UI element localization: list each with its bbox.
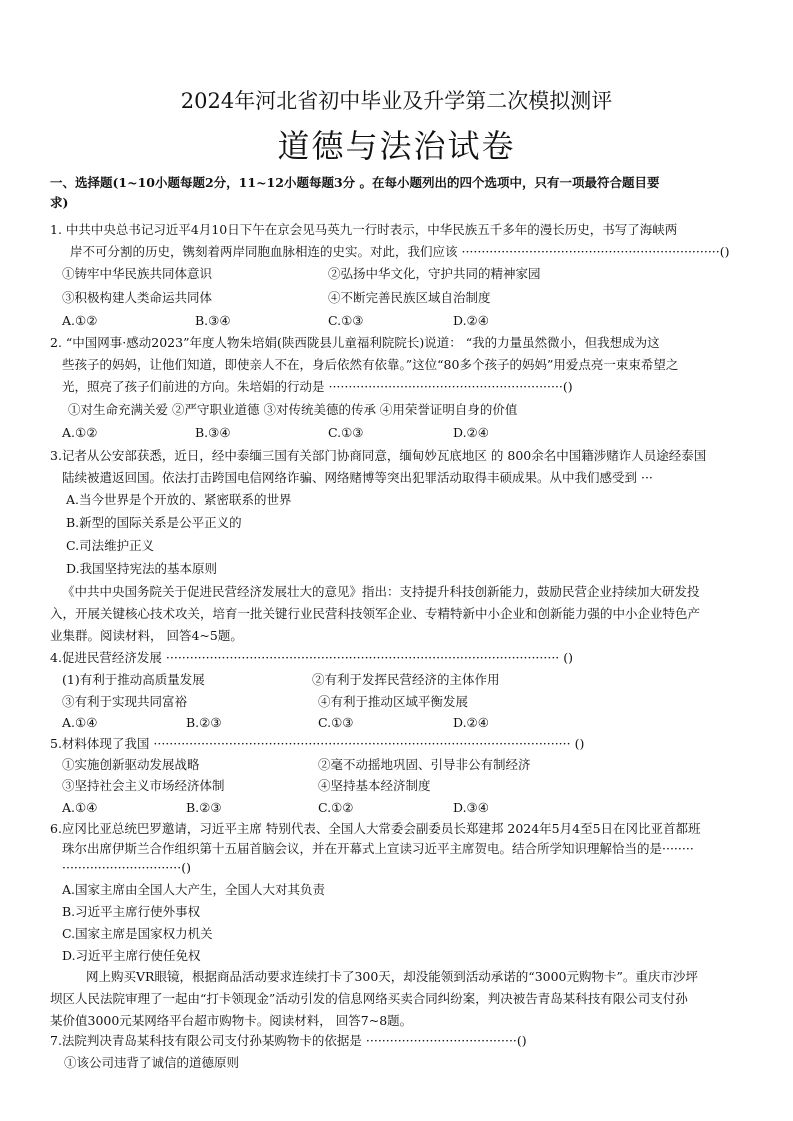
q4-statement-1: (1)有利于推动高质量发展 xyxy=(62,672,205,687)
q2-stem-cont: 些孩子的妈妈，让他们知道，即使亲人不在，身后依然有依靠。”这位“80多个孩子的妈妈”用爱点亮一束束希望之 xyxy=(62,357,679,372)
exam-title: 2024年河北省初中毕业及升学第二次模拟测评 xyxy=(180,89,613,113)
q3-stem: 3.记者从公安部获悉，近日，经中泰缅三国有关部门协商同意，缅甸妙瓦底地区 的 800余名中国籍涉赌诈人员途经泰国 xyxy=(50,448,707,463)
q2-statements: ①对生命充满关爱 ②严守职业道德 ③对传统美德的传承 ④用荣誉证明自身的价值 xyxy=(68,402,518,417)
q4-option-d: D.②④ xyxy=(453,715,489,730)
q5-option-b: B.②③ xyxy=(186,800,222,815)
q4-statement-2: ②有利于发挥民营经济的主体作用 xyxy=(312,672,500,687)
q5-option-d: D.③④ xyxy=(453,800,489,815)
q4-option-c: C.①③ xyxy=(318,715,354,730)
q6-stem-cont2: ······························() xyxy=(62,860,191,875)
q2-option-b: B.③④ xyxy=(195,425,231,440)
q1-statement-4: ④不断完善民族区域自治制度 xyxy=(328,290,491,305)
q4-option-b: B.②③ xyxy=(186,715,222,730)
q5-option-a: A.①④ xyxy=(62,800,98,815)
q4-option-a: A.①④ xyxy=(62,715,98,730)
q7-stem: 7.法院判决青岛某科技有限公司支付孙某购物卡的依据是 ······································() xyxy=(50,1033,527,1048)
q6-stem-cont: 珠尔出席伊斯兰合作组织第十五届首脑会议，并在开幕式上宣读习近平主席贺电。结合所学知识理解恰当的是········ xyxy=(62,841,694,856)
material2-text-cont2: 某价值3000元某网络平台超市购物卡。阅读材料， 回答7~8题。 xyxy=(50,1013,413,1028)
q3-option-c: C.司法维护正义 xyxy=(66,538,155,553)
subject-title: 道德与法治试卷 xyxy=(277,127,516,165)
q6-option-c: C.国家主席是国家权力机关 xyxy=(62,926,213,941)
material1-text-cont2: 业集群。阅读材料， 回答4~5题。 xyxy=(50,628,243,643)
q2-option-d: D.②④ xyxy=(453,425,489,440)
q2-option-c: C.①③ xyxy=(328,425,364,440)
q5-statement-3: ③坚持社会主义市场经济体制 xyxy=(62,778,225,793)
q1-option-a: A.①② xyxy=(62,313,98,328)
q2-option-a: A.①② xyxy=(62,425,98,440)
q6-option-a: A.国家主席由全国人大产生，全国人大对其负责 xyxy=(62,882,326,897)
q4-stem: 4.促进民营经济发展 ··································································································· () xyxy=(50,650,573,665)
q2-stem-cont2: 光，照亮了孩子们前进的方向。朱培娟的行动是 ···························································() xyxy=(62,379,573,394)
q1-stem-cont: 岸不可分割的历史，镌刻着两岸同胞血脉相连的史实。对此，我们应该 ·································································() xyxy=(70,244,730,259)
material1-text-cont: 入，开展关键核心技术攻关，培育一批关键行业民营科技领军企业、专精特新中小企业和创新能力强的中小企业特色产 xyxy=(50,606,701,621)
q5-option-c: C.①② xyxy=(318,800,354,815)
q4-statement-3: ③有利于实现共同富裕 xyxy=(62,694,188,709)
q1-stem: 1. 中共中央总书记习近平4月10日下午在京会见马英九一行时表示，中华民族五千多年的漫长历史，书写了海峡两 xyxy=(50,222,678,237)
q4-statement-4: ④有利于推动区域平衡发展 xyxy=(318,694,469,709)
q1-statement-3: ③积极构建人类命运共同体 xyxy=(62,290,213,305)
q1-option-d: D.②④ xyxy=(453,313,489,328)
q3-stem-cont: 陆续被遣返回国。依法打击跨国电信网络诈骗、网络赌博等突出犯罪活动取得丰硕成果。从中我们感受到 ··· xyxy=(62,470,653,485)
q5-statement-1: ①实施创新驱动发展战略 xyxy=(62,757,200,772)
q6-option-b: B.习近平主席行使外事权 xyxy=(62,904,201,919)
q6-stem: 6.应冈比亚总统巴罗邀请，习近平主席 特别代表、全国人大常委会副委员长郑建邦 2024年5月4至5日在冈比亚首都班 xyxy=(50,821,701,836)
q6-option-d: D.习近平主席行使任免权 xyxy=(62,948,201,963)
q5-statement-4: ④坚持基本经济制度 xyxy=(318,778,431,793)
material2-text-cont: 坝区人民法院审理了一起由“打卡领现金”活动引发的信息网络买卖合同纠纷案，判决被告青岛某科技有限公司支付孙 xyxy=(50,991,688,1006)
q5-statement-2: ②毫不动摇地巩固、引导非公有制经济 xyxy=(318,757,531,772)
q5-stem: 5.材料体现了我国 ········································································································· () xyxy=(50,736,585,751)
q3-option-a: A.当今世界是个开放的、紧密联系的世界 xyxy=(66,492,292,507)
material1-text: 《中共中央国务院关于促进民营经济发展壮大的意见》指出：支持提升科技创新能力，鼓励民营企业持续加大研发投 xyxy=(62,584,700,599)
q2-stem: 2. “中国网事·感动2023”年度人物朱培娟(陕西陇县儿童福利院院长)说道： “我的力量虽然微小，但我想成为这 xyxy=(50,335,660,350)
q1-option-b: B.③④ xyxy=(195,313,231,328)
section-heading: 一、选择题(1~10小题每题2分，11~12小题每题3分 。在每小题列出的四个选项中，只有一项最符合题目要 xyxy=(50,175,660,190)
q1-statement-1: ①铸牢中华民族共同体意识 xyxy=(62,266,213,281)
q1-option-c: C.①③ xyxy=(328,313,364,328)
q7-statement-1: ①该公司违背了诚信的道德原则 xyxy=(64,1055,240,1070)
q3-option-d: D.我国坚持宪法的基本原则 xyxy=(66,561,218,576)
section-heading-cont: 求) xyxy=(50,195,69,210)
q1-statement-2: ②弘扬中华文化，守护共同的精神家园 xyxy=(328,266,541,281)
q3-option-b: B.新型的国际关系是公平正义的 xyxy=(66,515,242,530)
material2-text: 网上购买VR眼镜，根据商品活动要求连续打卡了300天，却没能领到活动承诺的“3000元购物卡”。重庆市沙坪 xyxy=(86,969,698,984)
